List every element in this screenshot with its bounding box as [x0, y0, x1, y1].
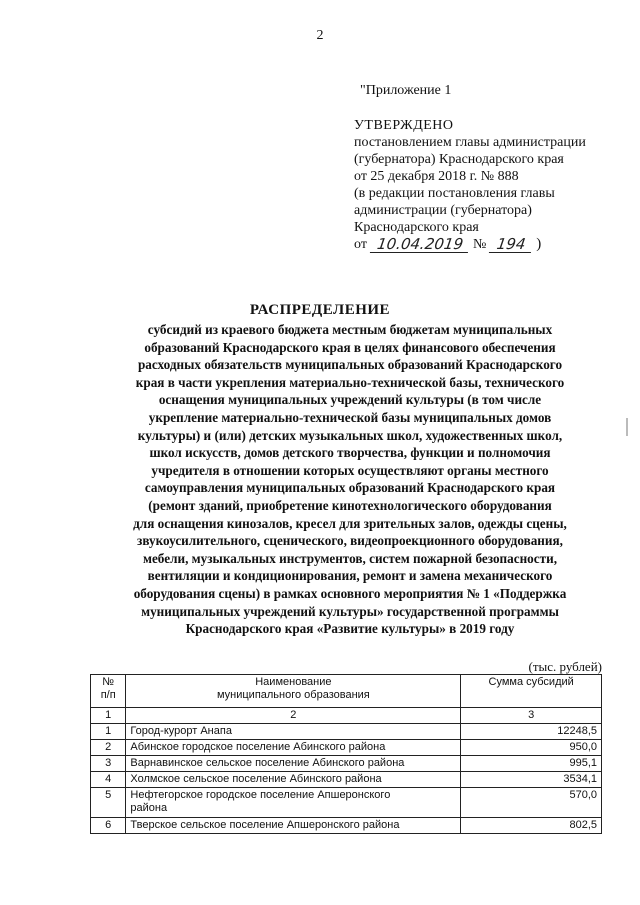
row-number: 5: [91, 788, 126, 818]
row-name: Абинское городское поселение Абинского района: [126, 740, 461, 756]
index-cell: 3: [461, 708, 602, 724]
header-name: Наименование муниципального образования: [126, 675, 461, 708]
subtitle-line: расходных обязательств муниципальных образований Краснодарского: [137, 357, 563, 373]
header-sum: Сумма субсидий: [461, 675, 602, 708]
subtitle-line: мебели, музыкальных инструментов, систем пожарной безопасности,: [142, 550, 558, 566]
document-subtitle: [90, 321, 610, 638]
row-sum: 3534,1: [461, 772, 602, 788]
subtitle-line: для оснащения кинозалов, кресел для зрительных залов, одежды сцены,: [133, 515, 567, 531]
subtitle-line: самоуправления муниципальных образований Краснодарского края: [144, 480, 556, 496]
table-row: [91, 724, 602, 740]
index-cell: 1: [91, 708, 126, 724]
number-label: №: [472, 237, 487, 252]
table-row: [91, 818, 602, 834]
row-name: Варнавинское сельское поселение Абинского района: [126, 756, 461, 772]
appendix-label: "Приложение 1: [360, 83, 452, 98]
row-sum: 950,0: [461, 740, 602, 756]
closing-parenthesis: ): [536, 236, 542, 252]
row-number: 4: [91, 772, 126, 788]
subtitle-line: оснащения муниципальных учреждений культуры (в том числе: [158, 392, 542, 408]
subtitle-line: учредителя в отношении которых осуществляют органы местного: [151, 462, 549, 478]
row-name: Тверское сельское поселение Апшеронского района: [126, 818, 461, 834]
subtitle-line: звукоусилительного, сценического, видеопроекционного оборудования,: [137, 533, 563, 549]
subtitle-line: муниципальных учреждений культуры» государственной программы: [141, 603, 559, 619]
handwritten-number: 194: [489, 237, 533, 253]
row-sum: 995,1: [461, 756, 602, 772]
subtitle-line: вентиляции и кондиционирования, ремонт и замена механического: [147, 568, 553, 584]
from-label: от: [354, 237, 367, 252]
table-header-row: [91, 675, 602, 708]
approval-line: постановлением главы администрации: [354, 135, 586, 150]
approval-line: Краснодарского края: [354, 220, 479, 235]
table-row: [91, 772, 602, 788]
subtitle-line: субсидий из краевого бюджета местным бюджетам муниципальных: [147, 322, 553, 337]
subtitle-line: оборудования сцены) в рамках основного мероприятия № 1 «Поддержка: [133, 585, 567, 601]
row-number: 2: [91, 740, 126, 756]
index-cell: 2: [126, 708, 461, 724]
subtitle-line: культуры) и (или) детских музыкальных школ, художественных школ,: [137, 427, 563, 443]
row-sum: 12248,5: [461, 724, 602, 740]
subtitle-line: Краснодарского края «Развитие культуры» в 2019 году: [185, 621, 515, 637]
subtitle-line: края в части укрепления материально-технической базы, технического: [135, 374, 565, 390]
row-name: Холмское сельское поселение Абинского района: [126, 772, 461, 788]
approved-heading: УТВЕРЖДЕНО: [354, 118, 454, 133]
row-number: 6: [91, 818, 126, 834]
subtitle-line: школ искусств, домов детского творчества, функции и полномочия: [149, 445, 551, 461]
scan-edge-mark: [626, 418, 628, 436]
approval-line: (в редакции постановления главы: [354, 186, 555, 201]
subsidies-table: [90, 674, 602, 834]
document-title: РАСПРЕДЕЛЕНИЕ: [249, 302, 391, 318]
table-index-row: [91, 708, 602, 724]
subtitle-line: укрепление материально-технической базы муниципальных домов: [148, 409, 552, 425]
units-note: (тыс. рублей): [528, 659, 602, 674]
approval-line: администрации (губернатора): [354, 203, 532, 218]
header-number: № п/п: [91, 675, 126, 708]
table-row: [91, 788, 602, 818]
row-name: Нефтегорское городское поселение Апшеронского района: [126, 788, 461, 818]
row-number: 3: [91, 756, 126, 772]
subtitle-line: (ремонт зданий, приобретение кинотехнологического оборудования: [148, 497, 552, 513]
subtitle-line: образований Краснодарского края в целях финансового обеспечения: [144, 339, 556, 355]
approval-line: (губернатора) Краснодарского края: [354, 152, 564, 167]
row-sum: 570,0: [461, 788, 602, 818]
page-number: 2: [316, 28, 324, 43]
row-number: 1: [91, 724, 126, 740]
table-row: [91, 740, 602, 756]
approval-stamp: [354, 82, 634, 253]
table-row: [91, 756, 602, 772]
amendment-reference: [354, 236, 634, 253]
row-sum: 802,5: [461, 818, 602, 834]
row-name: Город-курорт Анапа: [126, 724, 461, 740]
handwritten-date: 10.04.2019: [370, 237, 470, 253]
approval-line: от 25 декабря 2018 г. № 888: [354, 169, 519, 184]
